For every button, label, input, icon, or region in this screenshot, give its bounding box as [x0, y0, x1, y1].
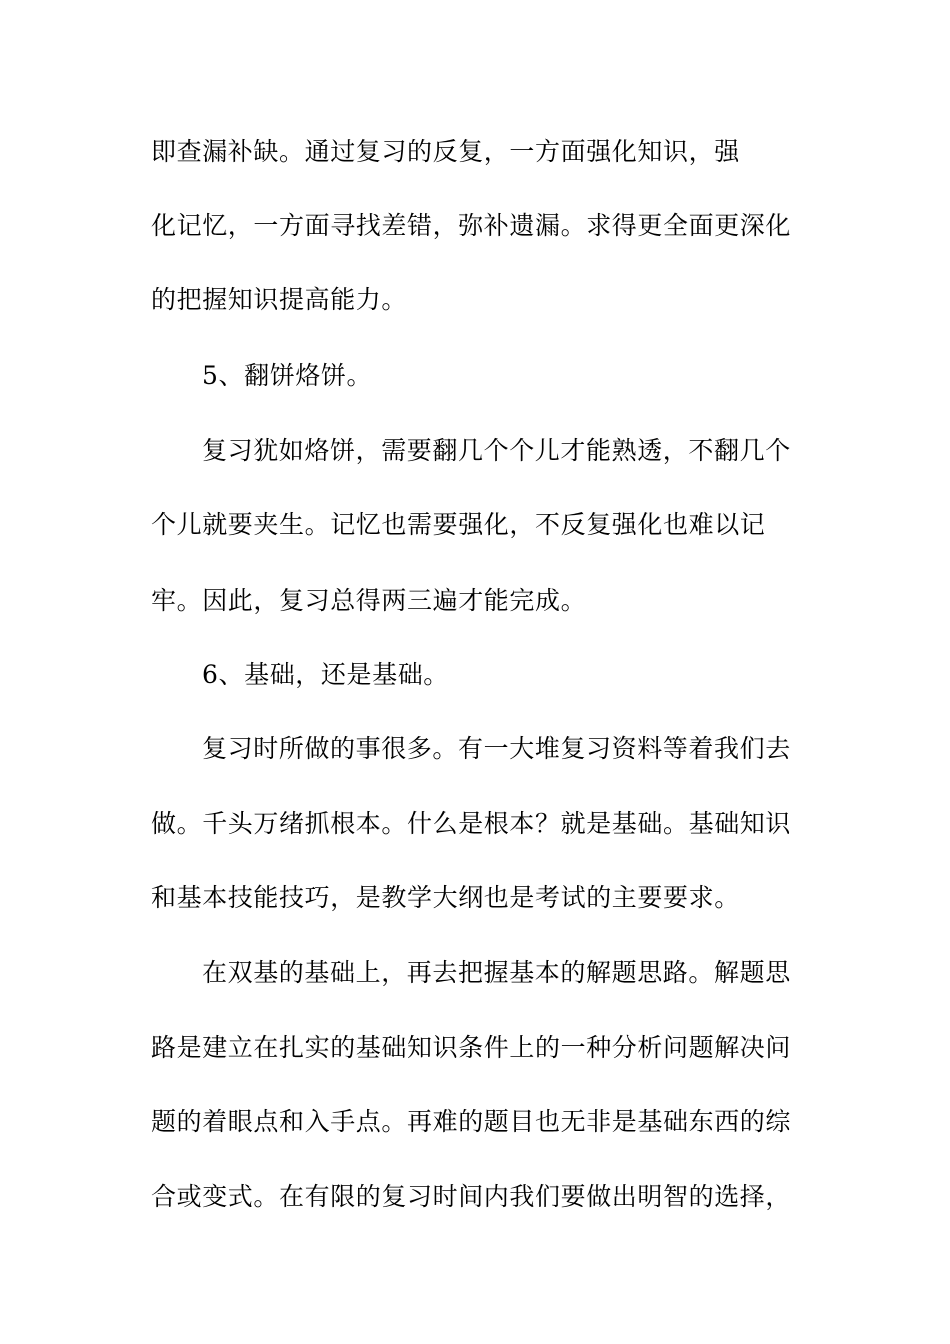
text-line: 在双基的基础上，再去把握基本的解题思路。解题思: [202, 958, 791, 987]
section-heading: 6、基础，还是基础。: [202, 660, 449, 689]
text-line: 题的着眼点和入手点。再难的题目也无非是基础东西的综: [151, 1107, 792, 1136]
text-line: 复习时所做的事很多。有一大堆复习资料等着我们去: [202, 734, 791, 763]
text-line: 和基本技能技巧，是教学大纲也是考试的主要要求。: [151, 883, 740, 912]
text-line: 个儿就要夹生。记忆也需要强化，不反复强化也难以记: [151, 510, 766, 539]
text-line: 路是建立在扎实的基础知识条件上的一种分析问题解决问: [151, 1033, 792, 1062]
text-line: 做。千头万绪抓根本。什么是根本？就是基础。基础知识: [151, 809, 792, 838]
text-line: 即查漏补缺。通过复习的反复，一方面强化知识，强: [151, 137, 740, 166]
section-heading: 5、翻饼烙饼。: [202, 361, 373, 390]
text-line: 合或变式。在有限的复习时间内我们要做出明智的选择，: [151, 1182, 792, 1211]
text-line: 牢。因此，复习总得两三遍才能完成。: [151, 586, 587, 615]
text-line: 化记忆，一方面寻找差错，弥补遗漏。求得更全面更深化: [151, 211, 792, 240]
text-line: 的把握知识提高能力。: [151, 285, 408, 314]
text-line: 复习犹如烙饼，需要翻几个个儿才能熟透，不翻几个: [202, 436, 791, 465]
